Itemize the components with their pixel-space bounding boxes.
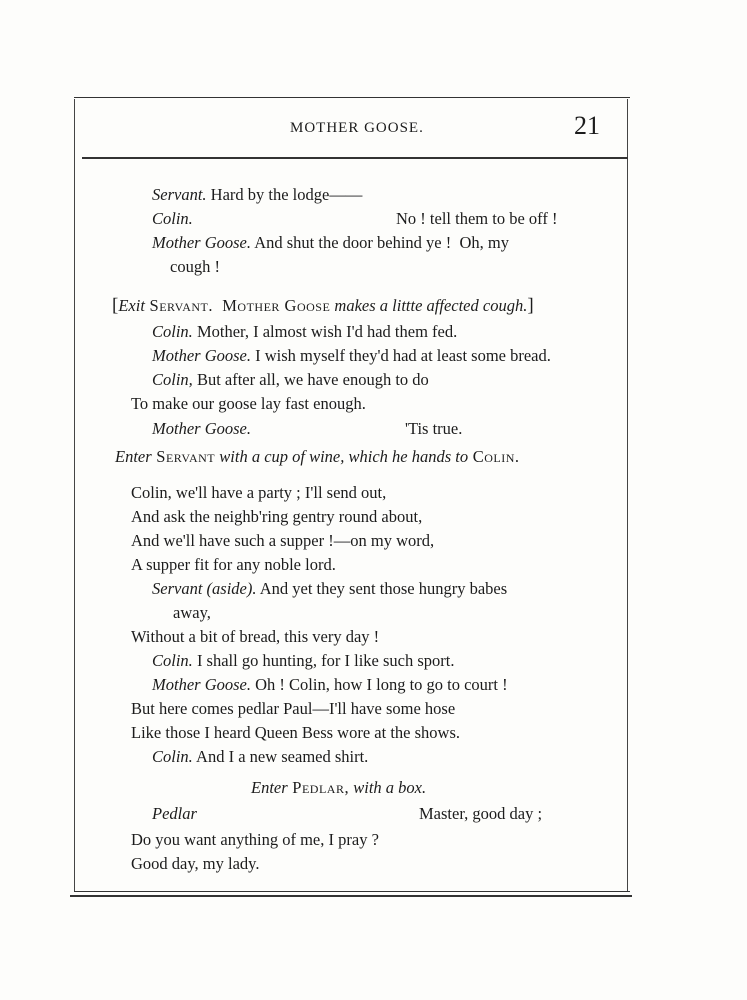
speaker-name: Colin. bbox=[152, 322, 193, 341]
line-text: I wish myself they'd had at least some bread. bbox=[250, 346, 551, 365]
line-text: But after all, we have enough to do bbox=[192, 370, 429, 389]
line-text: And shut the door behind ye ! Oh, my bbox=[250, 233, 509, 252]
top-rule bbox=[74, 97, 630, 98]
line-text: No ! tell them to be off ! bbox=[396, 209, 558, 228]
line-text: 'Tis true. bbox=[405, 419, 463, 438]
speaker-name: Colin. bbox=[152, 747, 193, 766]
verse-line bbox=[152, 232, 509, 254]
stage-text: with a cup of wine, bbox=[215, 447, 345, 466]
character-name: Mother Goose bbox=[213, 296, 331, 315]
verse-line bbox=[152, 208, 193, 230]
verse-line bbox=[152, 578, 507, 600]
line-text: Oh ! Colin, how I long to go to court ! bbox=[250, 675, 508, 694]
stage-exit: Exit bbox=[118, 296, 145, 315]
bottom-rule-thick bbox=[70, 895, 632, 897]
verse-line: Like those I heard Queen Bess wore at the shows. bbox=[131, 723, 460, 742]
verse-line: A supper fit for any noble lord. bbox=[131, 555, 336, 574]
stage-enter: Enter bbox=[251, 778, 288, 797]
verse-line: And we'll have such a supper !—on my word, bbox=[131, 531, 435, 550]
stage-text: with a box. bbox=[349, 778, 427, 797]
verse-line: And ask the neighb'ring gentry round about, bbox=[131, 507, 423, 526]
verse-line: Colin, we'll have a party ; I'll send out, bbox=[131, 483, 387, 502]
speaker-name: Colin. bbox=[152, 209, 193, 228]
speaker-name: Mother Goose. bbox=[152, 419, 251, 438]
stage-direction bbox=[251, 777, 426, 799]
speaker-name: Mother Goose. bbox=[152, 346, 251, 365]
verse-line bbox=[152, 803, 197, 825]
verse-line bbox=[152, 184, 362, 206]
line-text: Hard by the lodge—— bbox=[206, 185, 363, 204]
bracket-close: ] bbox=[527, 295, 534, 316]
verse-line bbox=[152, 746, 368, 768]
verse-line: Good day, my lady. bbox=[131, 854, 260, 873]
page-number: 21 bbox=[574, 111, 600, 140]
stage-enter: Enter bbox=[115, 447, 152, 466]
speaker-name: Servant. bbox=[152, 185, 207, 204]
line-text: I shall go hunting, for I like such sport. bbox=[192, 651, 455, 670]
speaker-name: Servant (aside). bbox=[152, 579, 257, 598]
stage-text: makes a littte affected cough. bbox=[330, 296, 528, 315]
stage-direction bbox=[115, 446, 520, 468]
character-name: Servant bbox=[151, 447, 216, 466]
speaker-name: Pedlar bbox=[152, 804, 197, 823]
character-name: Pedlar, bbox=[287, 778, 350, 797]
line-text: And I a new seamed shirt. bbox=[192, 747, 369, 766]
verse-line bbox=[152, 369, 429, 391]
line-text: Master, good day ; bbox=[419, 804, 543, 823]
bracket-open: [ bbox=[112, 295, 119, 316]
verse-line: Do you want anything of me, I pray ? bbox=[131, 830, 379, 849]
speaker-name: Colin. bbox=[152, 651, 193, 670]
verse-line bbox=[152, 418, 251, 440]
bottom-rule bbox=[74, 891, 630, 892]
character-name: Colin. bbox=[468, 447, 520, 466]
stage-text: which he hands to bbox=[344, 447, 469, 466]
running-title: MOTHER GOOSE. bbox=[290, 120, 424, 136]
speaker-name: Mother Goose. bbox=[152, 233, 251, 252]
verse-line: To make our goose lay fast enough. bbox=[131, 394, 366, 413]
verse-line bbox=[152, 674, 508, 696]
verse-line-continuation: cough ! bbox=[170, 257, 220, 276]
verse-line bbox=[152, 345, 551, 367]
header-rule bbox=[82, 157, 628, 159]
line-text: Mother, I almost wish I'd had them fed. bbox=[192, 322, 458, 341]
verse-line bbox=[152, 321, 457, 343]
verse-line: But here comes pedlar Paul—I'll have some hose bbox=[131, 699, 456, 718]
speaker-name: Colin, bbox=[152, 370, 193, 389]
verse-line bbox=[152, 650, 454, 672]
verse-line-continuation: away, bbox=[173, 603, 211, 622]
line-text: And yet they sent those hungry babes bbox=[256, 579, 508, 598]
character-name: Servant. bbox=[144, 296, 213, 315]
speaker-name: Mother Goose. bbox=[152, 675, 251, 694]
stage-direction bbox=[112, 295, 534, 317]
verse-line: Without a bit of bread, this very day ! bbox=[131, 627, 380, 646]
